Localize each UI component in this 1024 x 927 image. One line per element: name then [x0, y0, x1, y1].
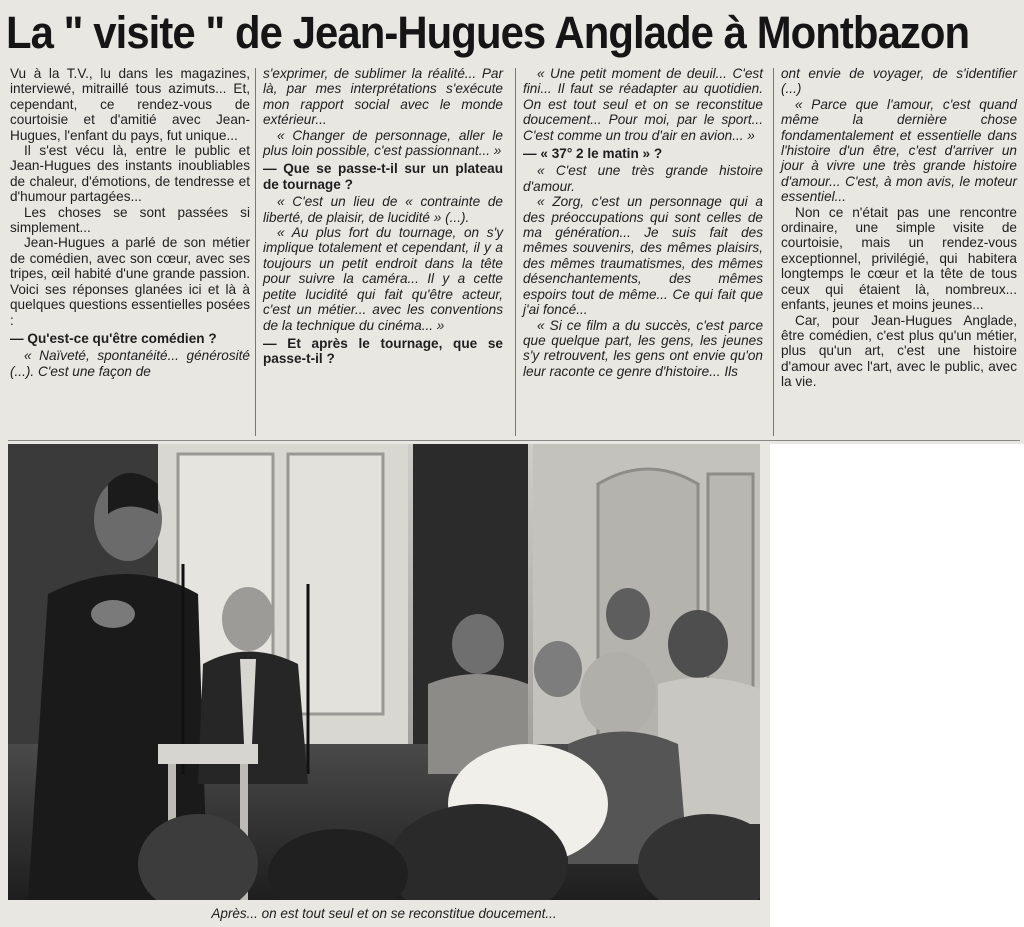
photo-illustration — [8, 444, 760, 900]
article-paragraph: « Parce que l'amour, c'est quand même la dernière chose fondamentalement et essentielle dans l'histoire d'un être, c'est d'arriver un jour à vivre une très grande histoire d'amour... C'est, à mon avis, le moteur essentiel... — [781, 96, 1017, 205]
article-paragraph: « C'est une très grande histoire d'amour. — [523, 163, 763, 194]
article-paragraph: « Au plus fort du tournage, on s'y implique totalement et cependant, il y a toujours un petit endroit dans la tête pour suivre la caméra... Il y a cette petite lucidité qui fait qu'être acteur, c'est un métier... avec les conventions de la technique du cinéma... » — [263, 225, 503, 333]
column-divider — [515, 68, 516, 436]
interview-question: — Et après le tournage, que se passe-t-il ? — [263, 335, 503, 367]
article-paragraph: « Changer de personnage, aller le plus loin possible, c'est passionnant... » — [263, 127, 503, 159]
interview-question: — Que se passe-t-il sur un plateau de tournage ? — [263, 161, 503, 192]
photo-caption: Après... on est tout seul et on se reconstitue doucement... — [211, 906, 557, 921]
interview-question: — Qu'est-ce qu'être comédien ? — [10, 330, 217, 346]
column-divider — [255, 68, 256, 436]
article-paragraph: « Si ce film a du succès, c'est parce que quelque part, les gens, les jeunes s'y retrouvent, les gens ont envie qu'on leur raconte ce genre d'histoire... Ils — [523, 317, 763, 379]
article-paragraph: s'exprimer, de sublimer la réalité... Par là, par mes interprétations s'exécute mon rapport social avec le monde extérieur... — [263, 66, 503, 128]
article-paragraph: Les choses se sont passées si simplement... — [10, 204, 250, 236]
article-column-1 — [10, 66, 250, 379]
article-paragraph: ont envie de voyager, de s'identifier (...) — [781, 66, 1017, 97]
article-paragraph: « C'est un lieu de « contrainte de liberté, de plaisir, de lucidité » (...). — [263, 194, 503, 225]
article-paragraph: Car, pour Jean-Hugues Anglade, être comédien, c'est plus qu'un métier, plus qu'un art, c'est une histoire d'amour avec l'art, avec le public, avec la vie. — [781, 312, 1017, 390]
article-paragraph: « Une petit moment de deuil... C'est fini... Il faut se réadapter au quotidien. On est tout seul et on se reconstitue doucement... Pour moi, par le sport... C'est comme un trou d'air en avion... » — [523, 66, 763, 143]
article-column-3 — [523, 66, 763, 379]
article-headline: La " visite " de Jean-Hugues Anglade à Montbazon — [6, 7, 970, 58]
article-paragraph: Non ce n'était pas une rencontre ordinaire, une simple visite de courtoisie, mais un rendez-vous exceptionnel, privilégié, qui habitera longtemps le cœur et la tête de tous ceux qui étaient là, nombreux... enfants, jeunes et moins jeunes... — [781, 204, 1017, 313]
article-paragraph: Jean-Hugues a parlé de son métier de comédien, avec son cœur, avec ses tripes, œil habité d'une grande passion. Voici ses réponses glanées ici et là à quelques questions essentielles posées : — [10, 235, 250, 328]
article-column-4 — [781, 66, 1017, 390]
interview-question: — « 37° 2 le matin » ? — [523, 146, 663, 162]
blank-area — [770, 444, 1024, 927]
article-paragraph: « Zorg, c'est un personnage qui a des préoccupations qui sont celles de ma génération... Je suis fait des mêmes souvenirs, des mêmes plaisirs, des mêmes traumatismes, des mêmes désenchantements, des mêmes espoirs tout de même... Ce qui fait que j'ai foncé... — [523, 194, 763, 318]
article-photo — [8, 444, 760, 900]
article-column-2 — [263, 66, 503, 369]
article-paragraph: « Naïveté, spontanéité... générosité (...). C'est une façon de — [10, 348, 250, 379]
article-paragraph: Vu à la T.V., lu dans les magazines, interviewé, mitraillé tous azimuts... Et, cependant, ce rendez-vous de courtoisie et d'amitié avec Jean-Hugues, l'enfant du pays, fut unique... — [10, 66, 250, 143]
column-divider — [773, 68, 774, 436]
section-divider — [8, 440, 1020, 441]
article-paragraph: Il s'est vécu là, entre le public et Jean-Hugues des instants inoubliables de chaleur, d'émotions, de tendresse et d'humour partagées... — [10, 143, 250, 205]
